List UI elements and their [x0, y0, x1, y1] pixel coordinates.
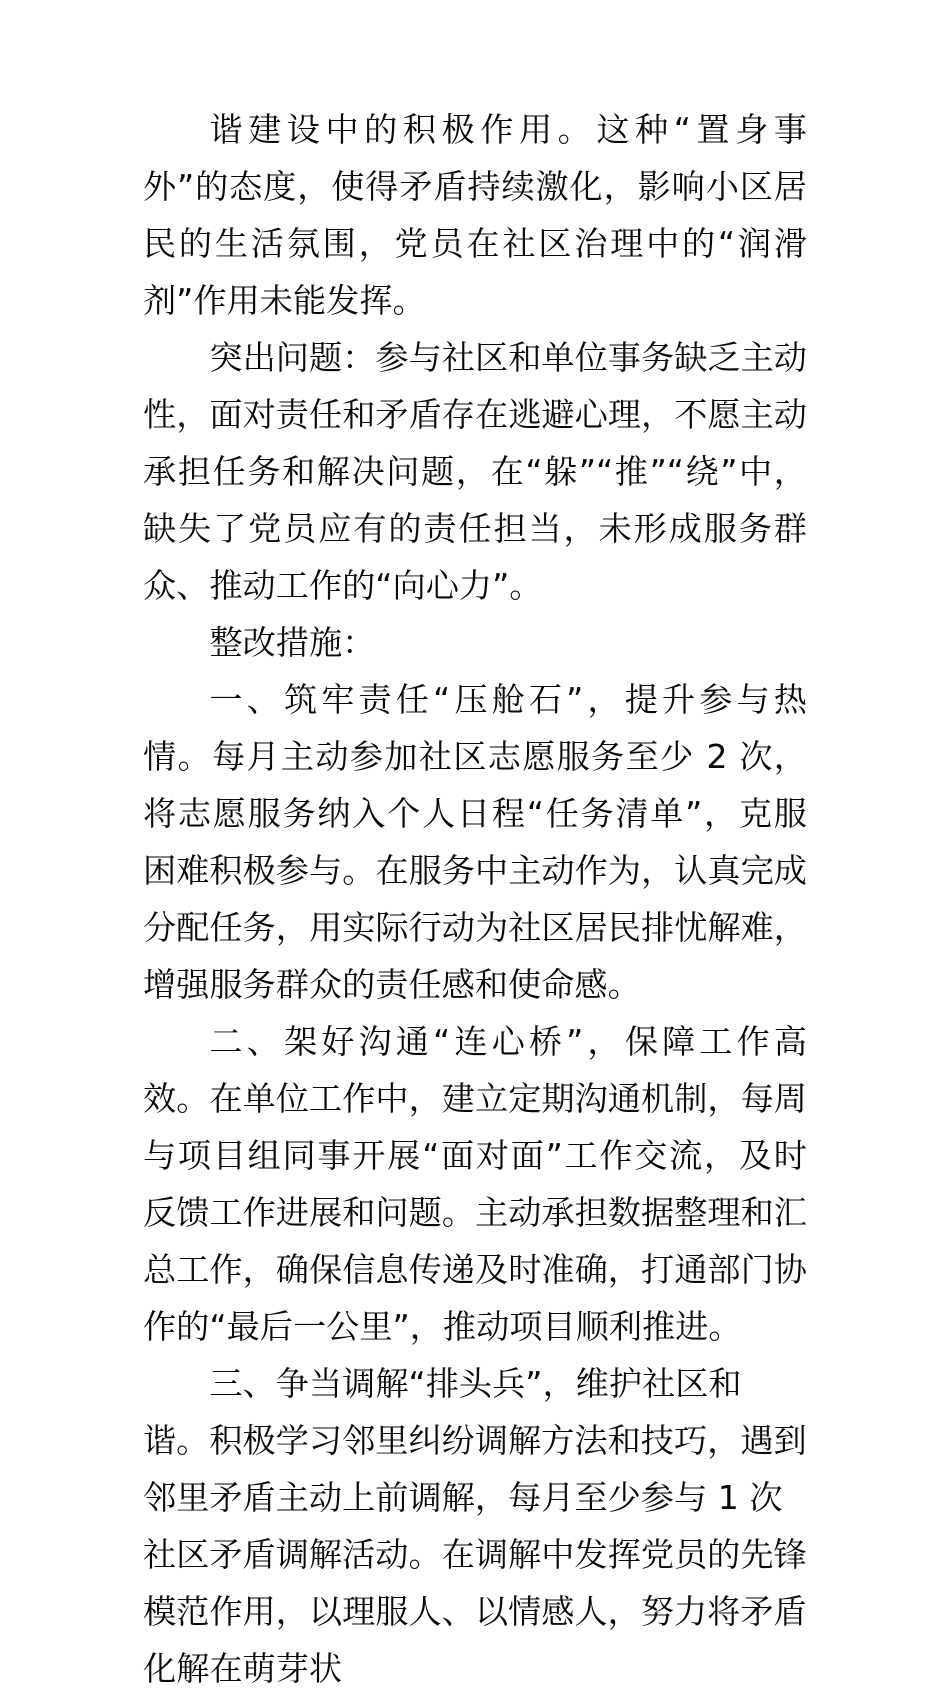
paragraph-outstanding-problem: 突出问题：参与社区和单位事务缺乏主动性，面对责任和矛盾存在逃避心理，不愿主动承担任务和解决问题，在“躲”“推”“绕”中，缺失了党员应有的责任担当，未形成服务群众、推动工作的“向心力”。 — [143, 338, 807, 605]
measure-item-two: 二、架好沟通“连心桥”，保障工作高效。在单位工作中，建立定期沟通机制，每周与项目组同事开展“面对面”工作交流，及时反馈工作进展和问题。主动承担数据整理和汇总工作，确保信息传递及时准确，打通部门协作的“最后一公里”，推动项目顺利推进。 — [143, 1022, 807, 1346]
paragraph-continuation-harmony: 谐建设中的积极作用。这种“置身事外”的态度，使得矛盾持续激化，影响小区居民的生活氛围，党员在社区治理中的“润滑剂”作用未能发挥。 — [143, 110, 807, 320]
heading-rectification-measures: 整改措施： — [209, 623, 376, 662]
document-text-body — [143, 101, 807, 1697]
measure-item-three: 三、争当调解“排头兵”，维护社区和谐。积极学习邻里纠纷调解方法和技巧，遇到邻里矛盾主动上前调解，每月至少参与 1 次社区矛盾调解活动。在调解中发挥党员的先锋模范作用，以理服人、以情感人，努力将矛盾化解在萌芽状 — [143, 1364, 807, 1688]
measure-item-one: 一、筑牢责任“压舱石”，提升参与热情。每月主动参加社区志愿服务至少 2 次，将志愿服务纳入个人日程“任务清单”，克服困难积极参与。在服务中主动作为，认真完成分配任务，用实际行动为社区居民排忧解难，增强服务群众的责任感和使命感。 — [143, 680, 807, 1004]
